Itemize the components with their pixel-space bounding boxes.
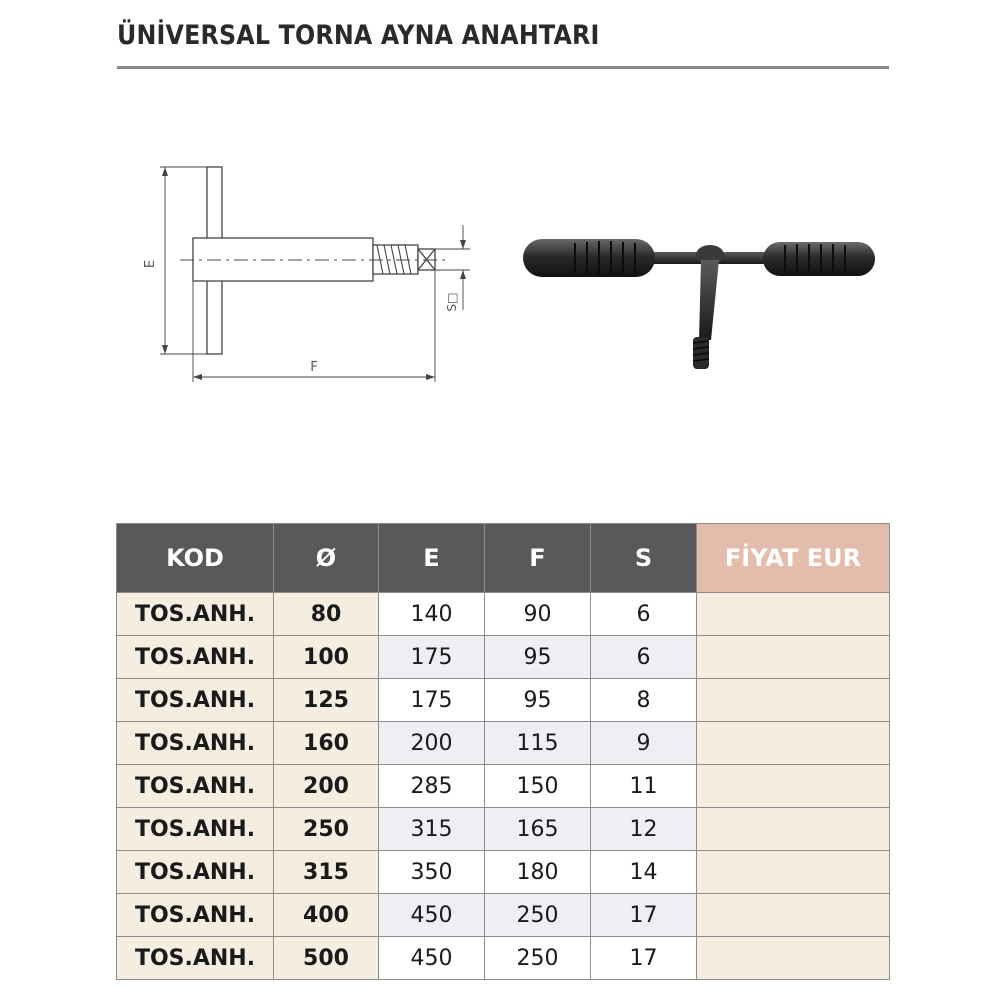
technical-drawing: [130, 150, 470, 390]
table-row: [117, 679, 890, 722]
cell-kod: TOS.ANH.: [117, 808, 274, 851]
cell-e: 140: [379, 593, 485, 636]
cell-e: 175: [379, 679, 485, 722]
spec-table: [116, 523, 890, 980]
cell-e: 200: [379, 722, 485, 765]
header-diameter: Ø: [274, 524, 379, 593]
cell-diameter: 315: [274, 851, 379, 894]
product-image: [515, 225, 885, 385]
cell-e: 450: [379, 894, 485, 937]
cell-e: 315: [379, 808, 485, 851]
header-f: F: [485, 524, 591, 593]
cell-f: 165: [485, 808, 591, 851]
cell-kod: TOS.ANH.: [117, 636, 274, 679]
cell-diameter: 160: [274, 722, 379, 765]
shaft-shape: [193, 238, 373, 281]
cell-diameter: 500: [274, 937, 379, 980]
cell-diameter: 250: [274, 808, 379, 851]
dimension-e-label: E: [143, 259, 158, 269]
cell-diameter: 80: [274, 593, 379, 636]
table-row: [117, 851, 890, 894]
cell-s: 17: [591, 894, 697, 937]
cell-price: [697, 937, 890, 980]
table-header-row: [117, 524, 890, 593]
title-divider: [117, 66, 889, 69]
cell-f: 90: [485, 593, 591, 636]
cell-kod: TOS.ANH.: [117, 722, 274, 765]
table-row: [117, 808, 890, 851]
header-price: FİYAT EUR: [697, 524, 890, 593]
cell-price: [697, 765, 890, 808]
cell-price: [697, 636, 890, 679]
cell-kod: TOS.ANH.: [117, 851, 274, 894]
cell-kod: TOS.ANH.: [117, 894, 274, 937]
table-row: [117, 765, 890, 808]
cell-e: 350: [379, 851, 485, 894]
cell-s: 6: [591, 636, 697, 679]
cell-s: 6: [591, 593, 697, 636]
cell-f: 250: [485, 894, 591, 937]
cell-diameter: 100: [274, 636, 379, 679]
cell-diameter: 400: [274, 894, 379, 937]
cell-s: 14: [591, 851, 697, 894]
cell-f: 95: [485, 636, 591, 679]
table-row: [117, 593, 890, 636]
shaft-photo-shape: [699, 260, 719, 340]
header-e: E: [379, 524, 485, 593]
cell-price: [697, 679, 890, 722]
dimension-f-label: F: [310, 360, 318, 375]
table-row: [117, 722, 890, 765]
table-row: [117, 937, 890, 980]
cell-price: [697, 808, 890, 851]
cell-kod: TOS.ANH.: [117, 679, 274, 722]
cell-e: 285: [379, 765, 485, 808]
cell-price: [697, 722, 890, 765]
header-s: S: [591, 524, 697, 593]
cell-diameter: 125: [274, 679, 379, 722]
cell-kod: TOS.ANH.: [117, 765, 274, 808]
cell-f: 250: [485, 937, 591, 980]
cell-f: 115: [485, 722, 591, 765]
cell-kod: TOS.ANH.: [117, 593, 274, 636]
table-row: [117, 636, 890, 679]
cell-s: 9: [591, 722, 697, 765]
cell-diameter: 200: [274, 765, 379, 808]
cell-price: [697, 894, 890, 937]
right-grip-shape: [763, 242, 875, 276]
table-row: [117, 894, 890, 937]
cell-e: 450: [379, 937, 485, 980]
cell-price: [697, 593, 890, 636]
cell-s: 12: [591, 808, 697, 851]
cell-price: [697, 851, 890, 894]
cell-f: 95: [485, 679, 591, 722]
header-kod: KOD: [117, 524, 274, 593]
cell-s: 11: [591, 765, 697, 808]
cell-s: 17: [591, 937, 697, 980]
page-title: ÜNİVERSAL TORNA AYNA ANAHTARI: [117, 20, 600, 51]
cell-f: 180: [485, 851, 591, 894]
cell-e: 175: [379, 636, 485, 679]
dimension-s-label: S□: [445, 292, 459, 312]
cell-kod: TOS.ANH.: [117, 937, 274, 980]
cell-f: 150: [485, 765, 591, 808]
cell-s: 8: [591, 679, 697, 722]
